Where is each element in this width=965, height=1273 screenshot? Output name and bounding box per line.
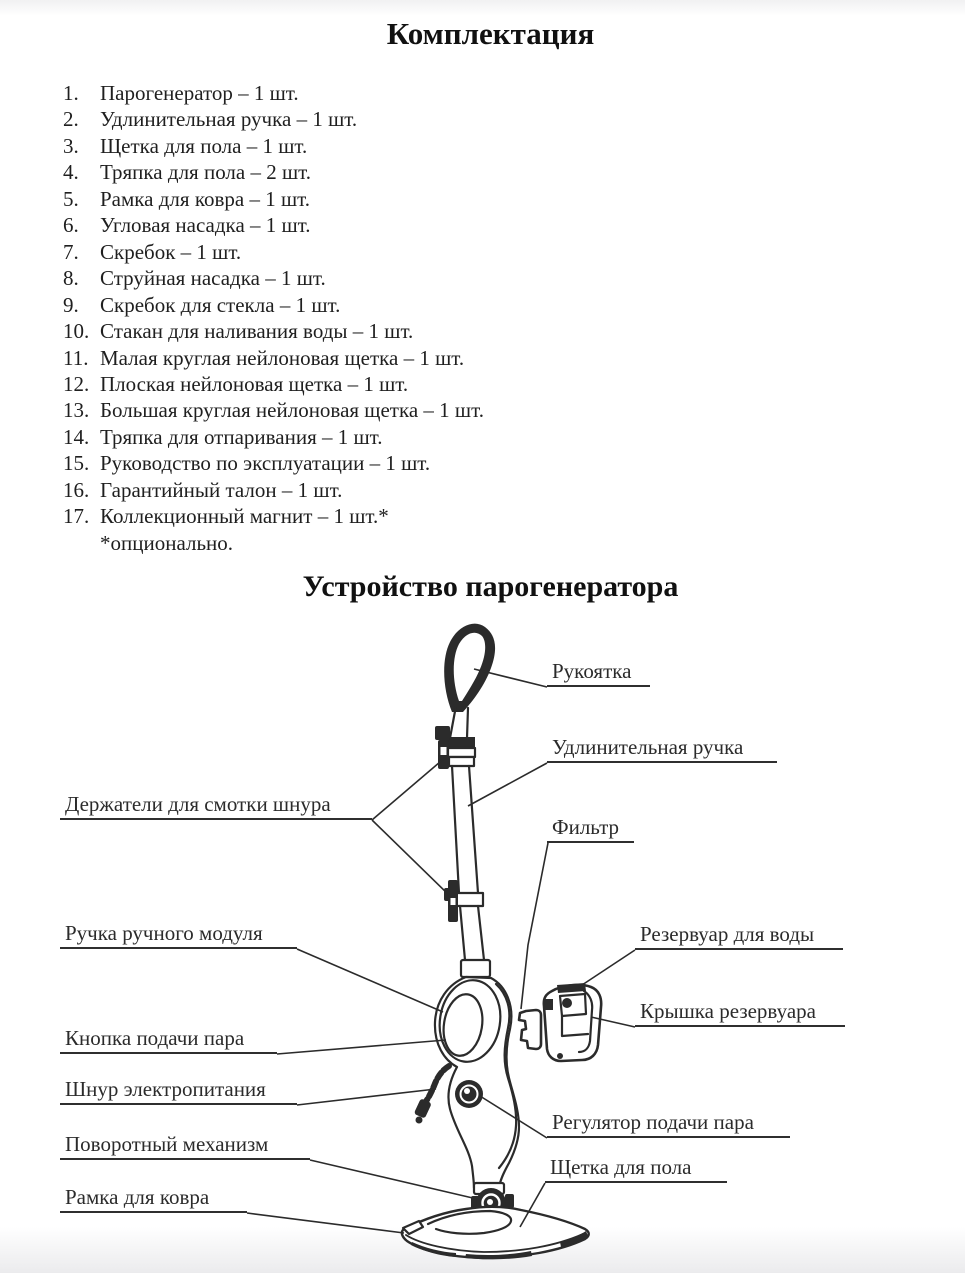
item-number: 4. (63, 160, 79, 185)
item-text: Тряпка для пола – 2 шт. (100, 160, 311, 185)
item-number: 7. (63, 239, 79, 264)
item-number: 1. (63, 81, 79, 105)
item-text: Рамка для ковра – 1 шт. (100, 186, 310, 211)
item-number: 17. (63, 504, 90, 529)
diagram-label-knopka: Кнопка подачи пара (60, 1025, 277, 1054)
diagram-label-ruchka-modulya: Ручка ручного модуля (60, 920, 297, 949)
item-text: Щетка для пола – 1 шт. (100, 133, 308, 158)
diagram-label-rezervuar: Резервуар для воды (635, 921, 843, 950)
item-text: Удлинительная ручка – 1 шт. (100, 107, 358, 132)
item-number: 12. (63, 371, 90, 396)
item-text: Малая круглая нейлоновая щетка – 1 шт. (100, 345, 465, 370)
diagram-label-shchetka: Щетка для пола (545, 1154, 727, 1183)
diagram-label-udlinitelnaya: Удлинительная ручка (547, 734, 777, 763)
diagram-label-shnur: Шнур электропитания (60, 1076, 297, 1105)
item-text: Стакан для наливания воды – 1 шт. (100, 319, 414, 344)
diagram-label-regulyator: Регулятор подачи пара (547, 1109, 790, 1138)
item-number: 16. (63, 477, 90, 502)
item-text: Парогенератор – 1 шт. (100, 81, 299, 105)
item-number: 3. (63, 133, 79, 158)
diagram-label-kryshka: Крышка резервуара (635, 998, 845, 1027)
item-number: 15. (63, 451, 90, 476)
diagram-label-derzhateli: Держатели для смотки шнура (60, 791, 372, 820)
item-number: 14. (63, 424, 90, 449)
item-number: 2. (63, 107, 79, 132)
diagram-label-filtr: Фильтр (547, 814, 634, 843)
item-text: Угловая насадка – 1 шт. (100, 213, 311, 238)
item-number: 6. (63, 213, 79, 238)
item-number: 5. (63, 186, 79, 211)
item-number: 10. (63, 319, 90, 344)
section-title-ustroystvo: Устройство парогенератора (302, 570, 679, 603)
diagram-label-ramka: Рамка для ковра (60, 1184, 247, 1213)
item-text: Плоская нейлоновая щетка – 1 шт. (100, 371, 409, 396)
item-text: Скребок для стекла – 1 шт. (100, 292, 341, 317)
diagram-label-rukoyatka: Рукоятка (547, 658, 650, 687)
section-title-komplektacia: Комплектация (386, 16, 595, 51)
item-text: Коллекционный магнит – 1 шт.* (100, 504, 389, 529)
item-number: 9. (63, 292, 79, 317)
item-number: 8. (63, 266, 79, 291)
item-number: 11. (63, 345, 89, 370)
diagram-label-povorotny: Поворотный механизм (60, 1131, 310, 1160)
item-text: Струйная насадка – 1 шт. (100, 266, 326, 291)
item-text: Тряпка для отпаривания – 1 шт. (100, 424, 383, 449)
footnote-optional: *опционально. (100, 530, 234, 555)
item-text: Большая круглая нейлоновая щетка – 1 шт. (100, 398, 484, 423)
item-number: 13. (63, 398, 90, 423)
item-text: Гарантийный талон – 1 шт. (100, 477, 343, 502)
item-text: Руководство по эксплуатации – 1 шт. (100, 451, 431, 476)
item-text: Скребок – 1 шт. (100, 239, 242, 264)
